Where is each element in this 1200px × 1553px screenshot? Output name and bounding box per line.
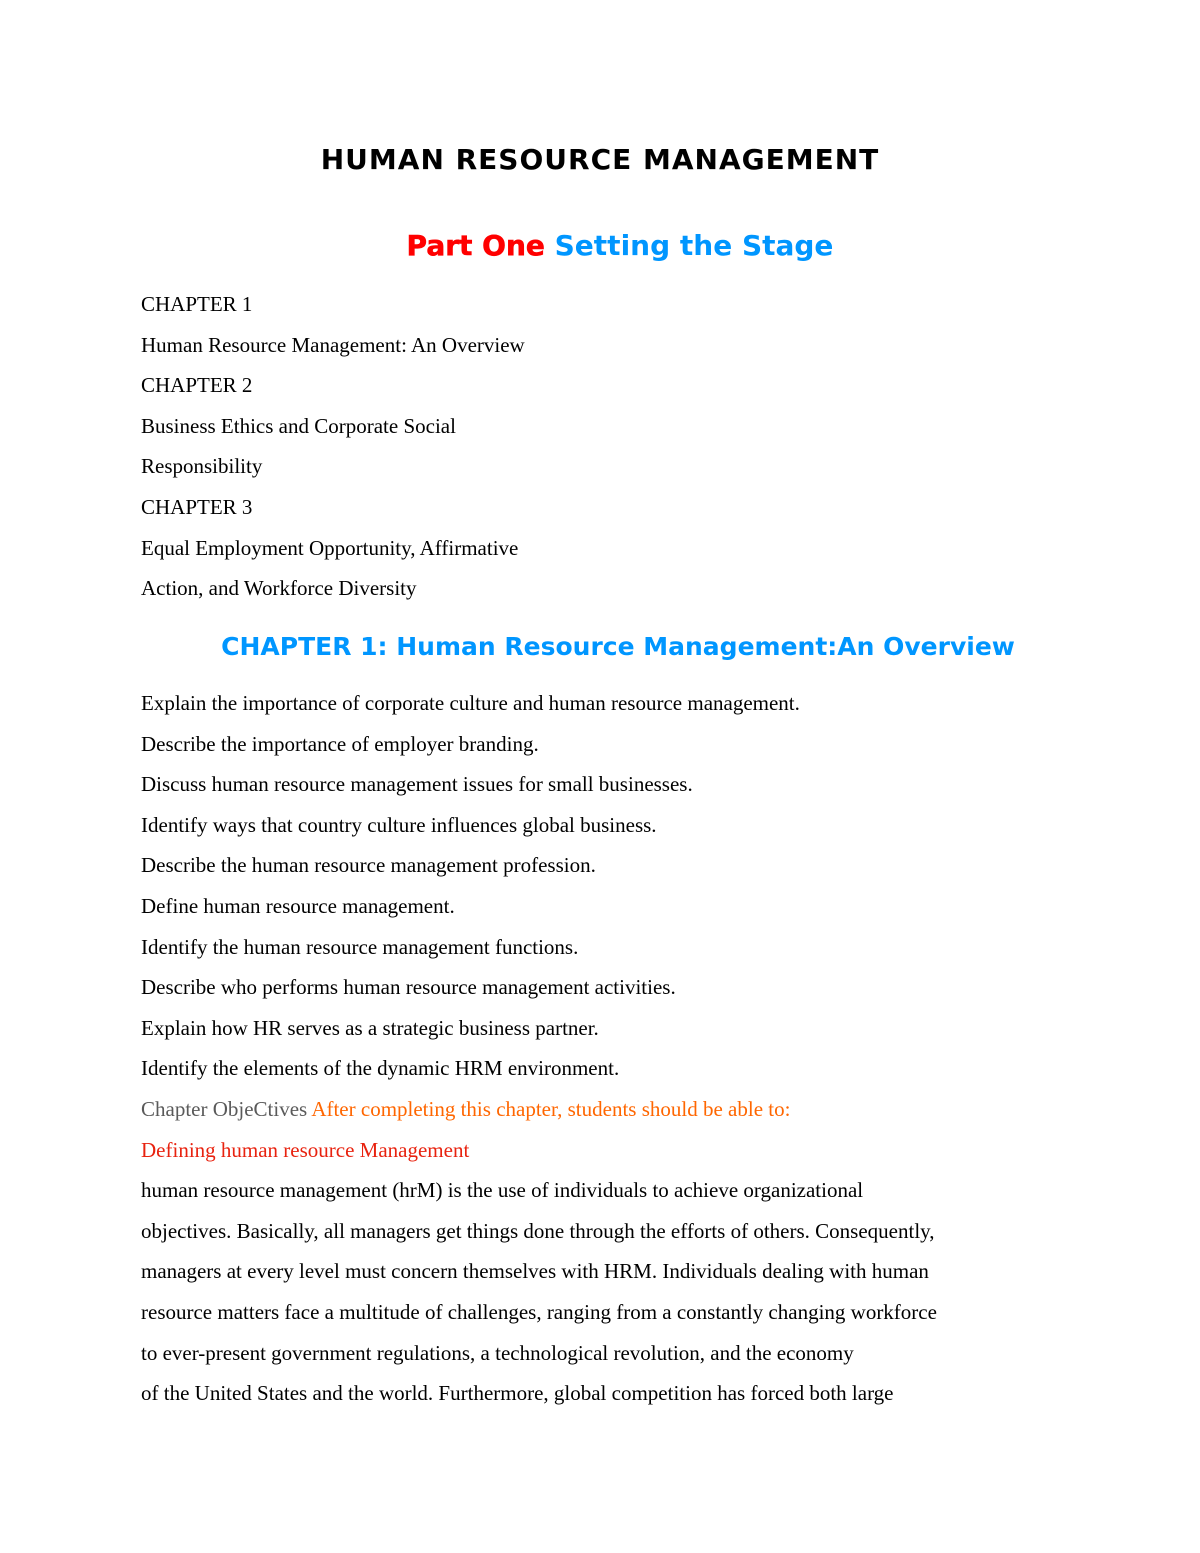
paragraph-line: objectives. Basically, all managers get things done through the efforts of others. Consequently, — [141, 1218, 935, 1243]
objective-line: Identify the human resource management functions. — [141, 934, 579, 959]
chapter-body — [141, 683, 937, 1414]
objective-line: Describe who performs human resource management activities. — [141, 975, 676, 1000]
chapter-heading: CHAPTER 1: Human Resource Management:An Overview — [221, 632, 1015, 661]
paragraph-line: to ever-present government regulations, a technological revolution, and the economy — [141, 1340, 854, 1365]
toc-line: Responsibility — [141, 454, 263, 479]
objective-line: Define human resource management. — [141, 893, 455, 918]
objective-line: Identify the elements of the dynamic HRM environment. — [141, 1056, 620, 1081]
toc-line: CHAPTER 2 — [141, 373, 253, 398]
objective-line: Describe the importance of employer branding. — [141, 731, 539, 756]
paragraph-line: resource matters face a multitude of challenges, ranging from a constantly changing workforce — [141, 1299, 937, 1324]
paragraph-line: human resource management (hrM) is the use of individuals to achieve organizational — [141, 1178, 864, 1203]
paragraph-line: of the United States and the world. Furthermore, global competition has forced both large — [141, 1381, 894, 1406]
toc-line: Human Resource Management: An Overview — [141, 332, 525, 357]
part-heading — [0, 229, 1200, 262]
part-name: Setting the Stage — [554, 229, 834, 262]
paragraph-line: managers at every level must concern themselves with HRM. Individuals dealing with human — [141, 1259, 929, 1284]
objective-line: Describe the human resource management profession. — [141, 853, 596, 878]
toc-line: CHAPTER 1 — [141, 292, 253, 316]
toc-line: Equal Employment Opportunity, Affirmative — [141, 535, 519, 560]
part-label: Part One — [406, 229, 545, 262]
toc-line: Action, and Workforce Diversity — [141, 576, 417, 601]
chapter-objectives-line — [141, 1089, 937, 1130]
objective-line: Explain the importance of corporate culture and human resource management. — [141, 691, 800, 715]
chapter-objectives-label: Chapter ObjeCtives — [141, 1096, 308, 1121]
toc-line: Business Ethics and Corporate Social — [141, 413, 456, 438]
objective-line: Discuss human resource management issues for small businesses. — [141, 772, 693, 797]
chapter-objectives-intro: After completing this chapter, students should be able to: — [311, 1096, 791, 1121]
document-title: HUMAN RESOURCE MANAGEMENT — [320, 143, 880, 176]
section-heading: Defining human resource Management — [141, 1137, 470, 1162]
objective-line: Explain how HR serves as a strategic business partner. — [141, 1015, 599, 1040]
toc-line: CHAPTER 3 — [141, 494, 253, 519]
objective-line: Identify ways that country culture influences global business. — [141, 812, 657, 837]
table-of-contents — [141, 284, 525, 609]
